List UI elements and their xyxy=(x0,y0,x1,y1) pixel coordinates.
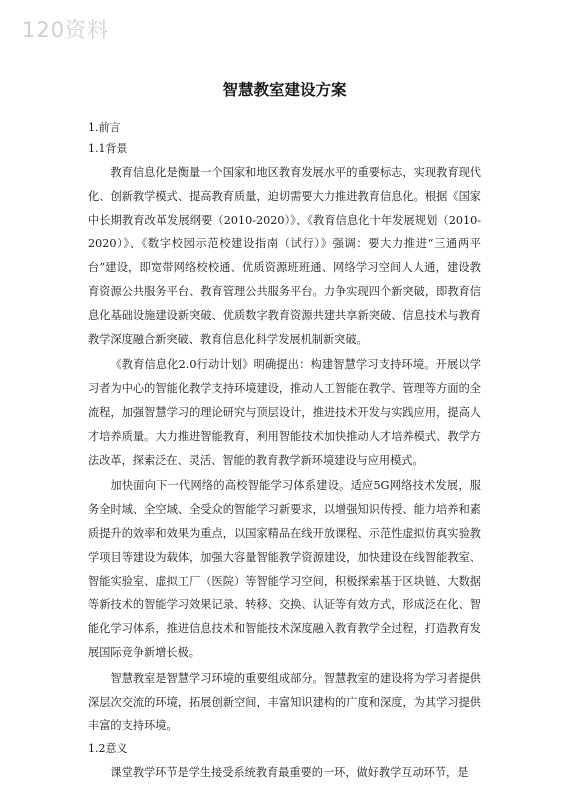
paragraph-background-3: 加快面向下一代网络的高校智能学习体系建设。适应5G网络技术发展，服务全时域、全空域、全受众的智能学习新要求，以增强知识传授、能力培养和素质提升的效率和效果为重点，以国家精品在线开放课程、示范性虚拟仿真实验教学项目等建设为载体，加强大容量智能教学资源建设，加快建设在线智能教室、智能实验室、虚拟工厂（医院）等智能学习空间，积极探索基于区块链、大数据等新技术的智能学习效果记录、转移、交换、认证等有效方式，形成泛在化、智能化学习体系，推进信息技术和智能技术深度融入教育教学全过程，打造教育发展国际竞争新增长极。 xyxy=(88,479,481,659)
paragraph-background-2: 《教育信息化2.0行动计划》明确提出：构建智慧学习支持环境。开展以学习者为中心的智能化教学支持环境建设，推动人工智能在教学、管理等方面的全流程，加强智慧学习的理论研究与顶层设计，推进技术开发与实践应用，提高人才培养质量。大力推进智能教育，利用智能技术加快推动人才培养模式、教学方法改革，探索泛在、灵活、智能的教育教学新环境建设与应用模式。 xyxy=(88,358,481,467)
paragraph-significance-1: 课堂教学环节是学生接受系统教育最重要的一环，做好教学互动环节，是 xyxy=(110,766,469,780)
section-heading-significance: 1.2意义 xyxy=(88,742,128,756)
document-title: 智慧教室建设方案 xyxy=(222,81,347,99)
watermark-logo: 120资料 xyxy=(22,18,110,42)
paragraph-background-1: 教育信息化是衡量一个国家和地区教育发展水平的重要标志，实现教育现代化、创新教学模式、提高教育质量，迫切需要大力推进教育信息化。根据《国家中长期教育改革发展纲要（2010-2020）》、《教育信息化十年发展规划（2010-2020）》、《数字校园示范校建设指南（试行）》强调：要大力推进“三通两平台”建设，即宽带网络校校通、优质资源班班通、网络学习空间人人通，建设教育资源公共服务平台、教育管理公共服务平台。力争实现四个新突破，即教育信息化基础设施建设新突破、优质数字教育资源共建共享新突破、信息技术与教育教学深度融合新突破、教育信息化科学发展机制新突破。 xyxy=(88,166,481,346)
section-heading-introduction: 1.前言 xyxy=(88,121,121,134)
section-heading-background: 1.1背景 xyxy=(88,142,128,155)
paragraph-background-4: 智慧教室是智慧学习环境的重要组成部分。智慧教室的建设将为学习者提供深层次交流的环境，拓展创新空间，丰富知识建构的广度和深度，为其学习提供丰富的支持环境。 xyxy=(88,671,481,733)
document-page xyxy=(88,78,481,787)
